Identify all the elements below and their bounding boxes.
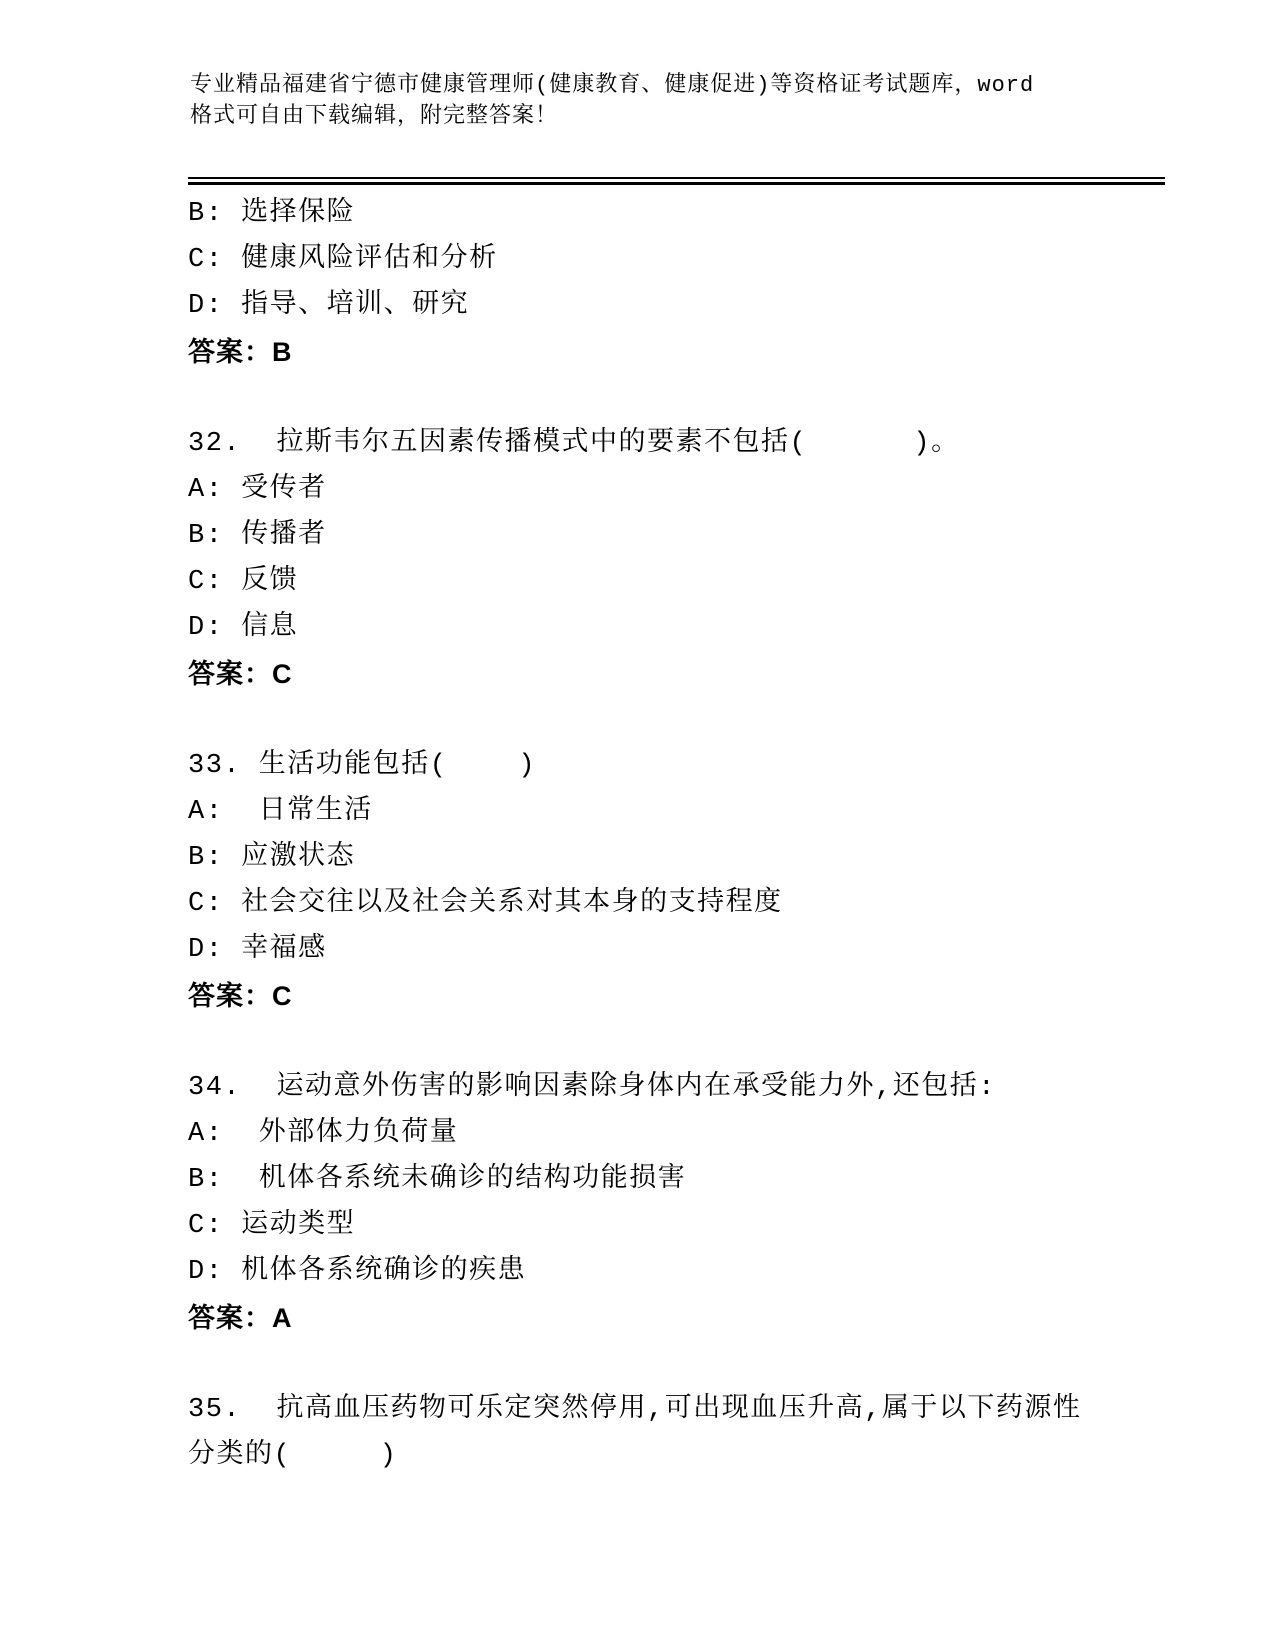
option-line-a: A: 受传者: [188, 475, 327, 505]
option-line-a: A: 日常生活: [188, 797, 373, 827]
question-title: 34. 运动意外伤害的影响因素除身体内在承受能力外,还包括:: [188, 1073, 996, 1103]
option-line-c: C: 反馈: [188, 567, 299, 597]
question-31-continuation: [188, 195, 1188, 379]
header-line-1: 专业精品福建省宁德市健康管理师(健康教育、健康促进)等资格证考试题库，word: [190, 73, 1035, 98]
option-line-d: D: 幸福感: [188, 935, 327, 965]
option-line-d: D: 信息: [188, 613, 299, 643]
header-divider-rule: [188, 177, 1165, 185]
question-title: 32. 拉斯韦尔五因素传播模式中的要素不包括( )。: [188, 429, 960, 459]
option-line-d: D: 指导、培训、研究: [188, 291, 470, 321]
option-line-b: B: 应激状态: [188, 843, 356, 873]
question-title: 33. 生活功能包括( ): [188, 751, 537, 781]
question-34: [188, 1069, 1188, 1345]
answer-line: 答案：A: [188, 1303, 293, 1333]
answer-line: 答案：B: [188, 337, 293, 367]
answer-line: 答案：C: [188, 659, 293, 689]
question-35: [188, 1391, 1188, 1483]
option-line-d: D: 机体各系统确诊的疾患: [188, 1257, 527, 1287]
header-line-2: 格式可自由下载编辑，附完整答案！: [190, 104, 559, 129]
option-line-b: B: 机体各系统未确诊的结构功能损害: [188, 1165, 687, 1195]
answer-line: 答案：C: [188, 981, 293, 1011]
question-title-line-1: 35. 抗高血压药物可乐定突然停用,可出现血压升高,属于以下药源性: [188, 1395, 1082, 1425]
question-33: [188, 747, 1188, 1023]
document-body: [188, 195, 1188, 1483]
option-line-c: C: 社会交往以及社会关系对其本身的支持程度: [188, 889, 783, 919]
option-line-b: B: 传播者: [188, 521, 327, 551]
option-line-c: C: 运动类型: [188, 1211, 356, 1241]
option-line-b: B: 选择保险: [188, 199, 356, 229]
option-line-c: C: 健康风险评估和分析: [188, 245, 498, 275]
question-title-line-2: 分类的( ): [188, 1441, 398, 1471]
option-line-a: A: 外部体力负荷量: [188, 1119, 459, 1149]
question-32: [188, 425, 1188, 701]
page-header: [190, 70, 1120, 132]
